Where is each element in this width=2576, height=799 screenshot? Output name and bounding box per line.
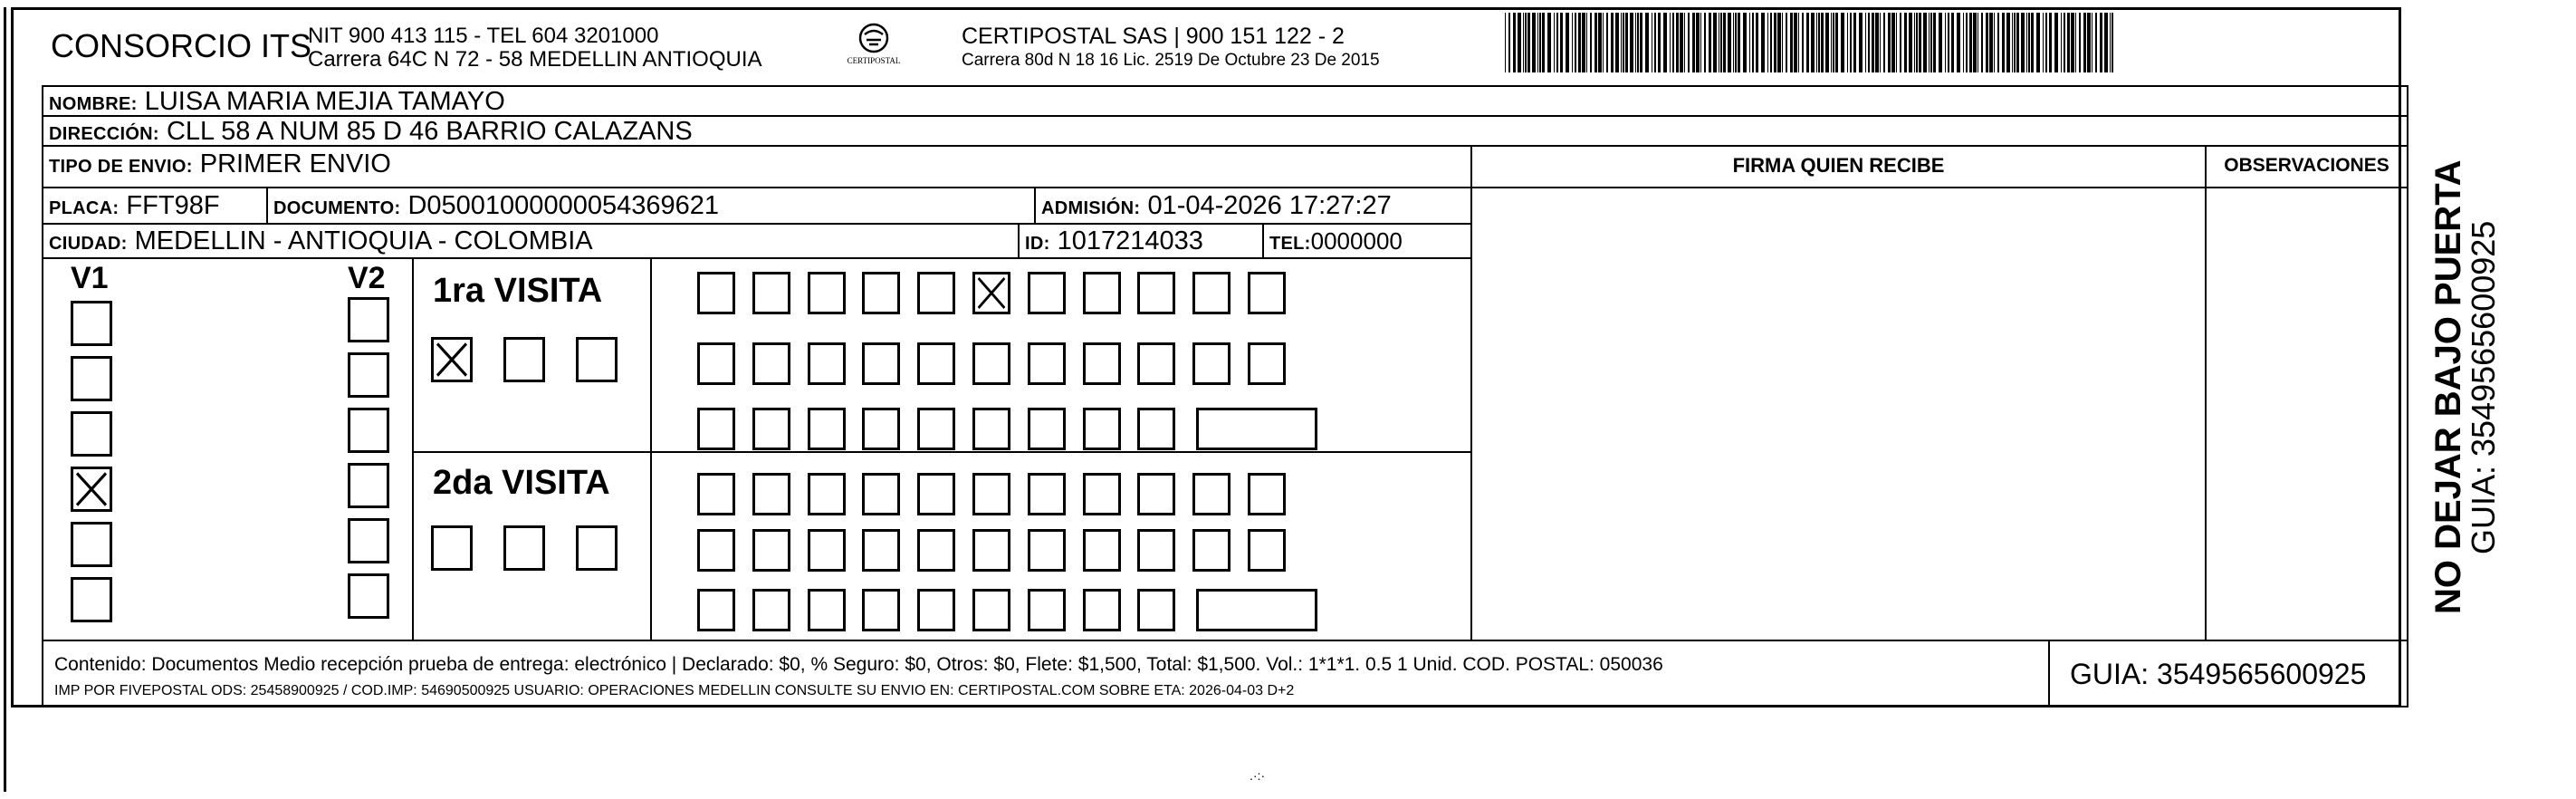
side-warning: NO DEJAR BAJO PUERTA: [2428, 159, 2468, 614]
barcode-bar: [1756, 13, 1758, 72]
barcode-bar: [1821, 13, 1824, 72]
barcode-bar: [1645, 13, 1649, 72]
barcode-bar: [2054, 13, 2058, 72]
barcode-bar: [1951, 13, 1954, 72]
day-box: [1028, 408, 1066, 450]
barcode-bar: [1798, 13, 1799, 72]
barcode-bar: [1818, 13, 1820, 72]
barcode-bar: [1532, 13, 1536, 72]
barcode-bar: [1909, 13, 1912, 72]
barcode-bar: [2021, 13, 2025, 72]
footer-guide: GUIA: 3549565600925: [2070, 658, 2367, 690]
barcode-bar: [1749, 13, 1750, 72]
barcode-bar: [1738, 13, 1740, 72]
day-box: [1192, 473, 1231, 515]
day-box: [697, 473, 735, 515]
city-label: CIUDAD:: [49, 234, 128, 254]
barcode-bar: [2012, 13, 2013, 72]
day-box: [752, 473, 790, 515]
barcode-bar: [2112, 13, 2113, 72]
admission-cell: [1034, 187, 1472, 225]
scan-speckle: .·:·: [1250, 768, 1266, 783]
certipostal-logo: [842, 20, 905, 74]
barcode-bar: [2036, 13, 2040, 72]
barcode-bar: [2006, 13, 2010, 72]
day-box: [1137, 589, 1175, 631]
barcode-bar: [2002, 13, 2005, 72]
barcode-bar: [1853, 13, 1856, 72]
barcode-bar: [1637, 13, 1639, 72]
barcode-bar: [1505, 13, 1506, 72]
document-cell: [266, 187, 1036, 225]
barcode-bar: [2016, 13, 2019, 72]
day-box: [862, 272, 900, 314]
barcode-bar: [1572, 13, 1573, 72]
recipient-name: LUISA MARIA MEJIA TAMAYO: [144, 87, 505, 116]
logo-text: CERTIPOSTAL: [847, 56, 901, 65]
barcode-bar: [2110, 13, 2111, 72]
barcode-bar: [1670, 13, 1671, 72]
barcode-bar: [1723, 13, 1726, 72]
barcode-bar: [1752, 13, 1754, 72]
day-box: [1137, 473, 1175, 515]
day-box: [1028, 589, 1066, 631]
barcode-bar: [1841, 13, 1844, 72]
barcode-bar: [2079, 13, 2081, 72]
barcode-bar: [1774, 13, 1776, 72]
day-box: [862, 589, 900, 631]
barcode-bar: [1594, 13, 1597, 72]
barcode-bar: [1684, 13, 1685, 72]
barcode-bar: [1831, 13, 1832, 72]
barcode-bar: [1782, 13, 1783, 72]
barcode-bar: [1786, 13, 1787, 72]
barcode-bar: [1672, 13, 1674, 72]
barcode-bar: [1525, 13, 1527, 72]
day-box: [972, 408, 1010, 450]
barcode-bar: [1929, 13, 1930, 72]
day-box: [1248, 342, 1286, 385]
barcode-bar: [2028, 13, 2030, 72]
barcode-bar: [2031, 13, 2034, 72]
barcode-bar: [1654, 13, 1656, 72]
v1-checkbox: [71, 411, 112, 457]
barcode-bar: [1802, 13, 1804, 72]
company-address: Carrera 64C N 72 - 58 MEDELLIN ANTIOQUIA: [308, 47, 762, 72]
day-box: [697, 529, 735, 572]
barcode-bar: [1542, 13, 1545, 72]
barcode-bar: [1977, 13, 1978, 72]
barcode-bar: [1761, 13, 1765, 72]
barcode-bar: [1997, 13, 1999, 72]
document-label: DOCUMENTO:: [273, 198, 401, 218]
time-box: [1196, 589, 1317, 631]
month-checkbox: [503, 525, 545, 571]
day-box: [1137, 342, 1175, 385]
barcode: [1505, 13, 2184, 72]
barcode-bar: [1518, 13, 1521, 72]
status-divider: [412, 257, 414, 641]
barcode-bar: [1554, 13, 1555, 72]
barcode-bar: [1896, 13, 1897, 72]
barcode-bar: [2095, 13, 2097, 72]
barcode-bar: [1625, 13, 1628, 72]
day-box: [972, 342, 1010, 385]
name-label: NOMBRE:: [49, 94, 138, 114]
barcode-bar: [1948, 13, 1949, 72]
barcode-bar: [1704, 13, 1706, 72]
observations-header: OBSERVACIONES: [2205, 145, 2408, 188]
day-box: [1248, 272, 1286, 314]
company-name: CONSORCIO ITS: [51, 27, 312, 64]
name-row: [42, 85, 2408, 117]
barcode-bar: [1880, 13, 1881, 72]
month-checkbox: [431, 525, 473, 571]
side-guide: GUIA: 3549565600925: [2465, 220, 2502, 554]
barcode-bar: [2075, 13, 2076, 72]
barcode-bar: [2067, 13, 2070, 72]
day-box: [697, 342, 735, 385]
v2-checkbox: [348, 573, 389, 619]
barcode-bar: [1630, 13, 1633, 72]
month-checkbox: [431, 337, 473, 382]
address-row: [42, 115, 2408, 147]
barcode-bar: [1696, 13, 1700, 72]
barcode-bar: [2083, 13, 2086, 72]
barcode-bar: [1816, 13, 1817, 72]
barcode-bar: [1923, 13, 1927, 72]
barcode-bar: [1989, 13, 1993, 72]
barcode-bar: [1806, 13, 1809, 72]
barcode-bar: [1635, 13, 1636, 72]
barcode-bar: [1658, 13, 1661, 72]
barcode-bar: [2043, 13, 2044, 72]
barcode-bar: [1981, 13, 1983, 72]
barcode-bar: [1728, 13, 1731, 72]
barcode-bar: [1539, 13, 1541, 72]
plate-label: PLACA:: [49, 198, 120, 218]
barcode-bar: [1767, 13, 1768, 72]
day-box: [917, 589, 955, 631]
barcode-bar: [1966, 13, 1968, 72]
barcode-bar: [1606, 13, 1608, 72]
barcode-bar: [1743, 13, 1747, 72]
day-box: [1137, 408, 1175, 450]
day-box: [862, 473, 900, 515]
day-box: [972, 473, 1010, 515]
barcode-bar: [1835, 13, 1838, 72]
shipping-type-label: TIPO DE ENVIO:: [49, 157, 193, 177]
barcode-bar: [1621, 13, 1622, 72]
v2-checkbox: [348, 463, 389, 508]
day-box: [1248, 473, 1286, 515]
day-box: [752, 342, 790, 385]
barcode-bar: [1733, 13, 1734, 72]
barcode-bar: [1513, 13, 1516, 72]
barcode-bar: [1523, 13, 1524, 72]
v1-checkbox: [71, 467, 112, 512]
barcode-bar: [2064, 13, 2065, 72]
day-box: [862, 342, 900, 385]
v2-checkbox: [348, 518, 389, 563]
barcode-bar: [1586, 13, 1587, 72]
v2-checkbox: [348, 297, 389, 342]
barcode-bar: [2061, 13, 2062, 72]
shipping-type: PRIMER ENVIO: [199, 149, 391, 178]
city-cell: [42, 223, 1020, 259]
barcode-bar: [2100, 13, 2102, 72]
barcode-bar: [1825, 13, 1829, 72]
barcode-bar: [2014, 13, 2016, 72]
barcode-bar: [1575, 13, 1576, 72]
barcode-bar: [1872, 13, 1874, 72]
barcode-bar: [1688, 13, 1690, 72]
signature-column: [1470, 145, 2207, 641]
visit-divider: [412, 451, 1472, 453]
v1-checkbox: [71, 356, 112, 401]
barcode-bar: [1883, 13, 1885, 72]
day-box: [1083, 272, 1121, 314]
barcode-bar: [1566, 13, 1569, 72]
barcode-bar: [1527, 13, 1530, 72]
day-box: [808, 529, 846, 572]
barcode-bar: [1957, 13, 1960, 72]
company-nit: NIT 900 413 115 - TEL 604 3201000: [308, 24, 659, 48]
carrier-line: CERTIPOSTAL SAS | 900 151 122 - 2: [962, 24, 1345, 49]
barcode-bar: [1973, 13, 1977, 72]
v1-checkbox: [71, 522, 112, 567]
barcode-bar: [1919, 13, 1921, 72]
day-box: [862, 529, 900, 572]
day-box: [808, 408, 846, 450]
document-value: D05001000000054369621: [407, 191, 719, 220]
barcode-bar: [1914, 13, 1915, 72]
barcode-bar: [2045, 13, 2047, 72]
barcode-bar: [1556, 13, 1558, 72]
barcode-bar: [1847, 13, 1848, 72]
month-checkbox: [503, 337, 545, 382]
barcode-bar: [1811, 13, 1815, 72]
day-box: [808, 589, 846, 631]
barcode-bar: [1709, 13, 1711, 72]
day-box: [752, 408, 790, 450]
barcode-bar: [1611, 13, 1614, 72]
day-box: [752, 529, 790, 572]
day-box: [972, 589, 1010, 631]
barcode-bar: [1930, 13, 1932, 72]
day-box: [917, 272, 955, 314]
visit2-title: 2da VISITA: [433, 464, 610, 502]
barcode-bar: [1859, 13, 1863, 72]
barcode-bar: [1833, 13, 1834, 72]
day-box: [752, 589, 790, 631]
day-box: [1192, 272, 1231, 314]
time-box: [1196, 408, 1317, 450]
barcode-bar: [1582, 13, 1585, 72]
barcode-bar: [1916, 13, 1918, 72]
barcode-bar: [1969, 13, 1972, 72]
tel-value: 0000000: [1310, 227, 1403, 255]
barcode-bar: [1933, 13, 1936, 72]
day-box: [1028, 529, 1066, 572]
barcode-bar: [1770, 13, 1772, 72]
address-label: DIRECCIÓN:: [49, 124, 159, 144]
barcode-bar: [1640, 13, 1642, 72]
barcode-bar: [1680, 13, 1683, 72]
day-box: [697, 408, 735, 450]
barcode-bar: [1868, 13, 1870, 72]
barcode-bar: [1560, 13, 1563, 72]
day-box: [917, 342, 955, 385]
plate-value: FFT98F: [126, 191, 220, 220]
barcode-bar: [2049, 13, 2052, 72]
footer-content-line: Contenido: Documentos Medio recepción prueba de entrega: electrónico | Declarado: $0, % Seguro: $0, Otros: $0, Flete: $1,500, Total: $1,500. Vol.: 1*1*1. 0.5 1 Unid. COD. POSTAL: 050036: [54, 654, 1663, 675]
plate-cell: [42, 187, 268, 225]
v1-heading: V1: [71, 261, 109, 295]
day-box: [1137, 529, 1175, 572]
day-box: [917, 408, 955, 450]
admission-value: 01-04-2026 17:27:27: [1147, 191, 1392, 220]
id-label: ID:: [1025, 234, 1050, 254]
day-box: [972, 529, 1010, 572]
barcode-bar: [1794, 13, 1797, 72]
barcode-bar: [1598, 13, 1602, 72]
barcode-bar: [1945, 13, 1946, 72]
barcode-bar: [1547, 13, 1551, 72]
v2-checkbox: [348, 352, 389, 398]
barcode-bar: [1900, 13, 1901, 72]
day-box: [752, 272, 790, 314]
barcode-bar: [1904, 13, 1907, 72]
month-checkbox: [576, 337, 618, 382]
barcode-bar: [1865, 13, 1866, 72]
visit1-title: 1ra VISITA: [433, 272, 603, 310]
day-box: [1028, 342, 1066, 385]
day-box: [1083, 473, 1121, 515]
barcode-bar: [1700, 13, 1701, 72]
left-border-line: [4, 7, 6, 792]
day-box: [1083, 408, 1121, 450]
barcode-bar: [2087, 13, 2091, 72]
barcode-bar: [1692, 13, 1695, 72]
city-value: MEDELLIN - ANTIOQUIA - COLOMBIA: [134, 226, 593, 255]
day-box: [697, 272, 735, 314]
day-box: [1192, 342, 1231, 385]
v1-checkbox: [71, 577, 112, 622]
barcode-bar: [1850, 13, 1852, 72]
day-box: [1083, 529, 1121, 572]
barcode-bar: [2071, 13, 2074, 72]
day-box: [1028, 272, 1066, 314]
barcode-bar: [2026, 13, 2027, 72]
day-box: [808, 272, 846, 314]
barcode-bar: [1720, 13, 1722, 72]
day-box: [862, 408, 900, 450]
tel-cell: [1262, 223, 1472, 259]
day-box: [972, 272, 1010, 314]
v2-checkbox: [348, 408, 389, 453]
barcode-bar: [1623, 13, 1624, 72]
day-box: [917, 473, 955, 515]
day-box: [808, 473, 846, 515]
barcode-bar: [1888, 13, 1891, 72]
shipping-row: [42, 145, 1472, 188]
day-box: [1248, 529, 1286, 572]
day-box: [1192, 529, 1231, 572]
day-box: [697, 589, 735, 631]
day-box: [1083, 589, 1121, 631]
barcode-bar: [1963, 13, 1964, 72]
id-value: 1017214033: [1057, 226, 1203, 255]
day-box: [917, 529, 955, 572]
month-checkbox: [576, 525, 618, 571]
barcode-bar: [1590, 13, 1592, 72]
day-box: [1083, 342, 1121, 385]
barcode-bar: [1891, 13, 1895, 72]
barcode-bar: [1994, 13, 1995, 72]
barcode-bar: [1875, 13, 1879, 72]
barcode-bar: [1508, 13, 1510, 72]
id-cell: [1018, 223, 1264, 259]
day-box: [1028, 473, 1066, 515]
barcode-bar: [1790, 13, 1793, 72]
barcode-bar: [1676, 13, 1679, 72]
barcode-bar: [1537, 13, 1538, 72]
barcode-bar: [1603, 13, 1604, 72]
v1-checkbox: [71, 301, 112, 346]
signature-header: FIRMA QUIEN RECIBE: [1470, 145, 2207, 188]
barcode-bar: [1578, 13, 1581, 72]
barcode-bar: [1735, 13, 1737, 72]
months-divider: [650, 257, 652, 641]
barcode-bar: [1777, 13, 1781, 72]
barcode-bar: [1986, 13, 1988, 72]
day-box: [1137, 272, 1175, 314]
barcode-bar: [1713, 13, 1717, 72]
v2-heading: V2: [348, 261, 386, 295]
admission-label: ADMISIÓN:: [1041, 198, 1141, 218]
carrier-address: Carrera 80d N 18 16 Lic. 2519 De Octubre 23 De 2015: [962, 51, 1380, 70]
barcode-bar: [1615, 13, 1619, 72]
recipient-address: CLL 58 A NUM 85 D 46 BARRIO CALAZANS: [166, 117, 693, 146]
observations-column: [2205, 145, 2408, 641]
day-box: [808, 342, 846, 385]
barcode-bar: [2104, 13, 2108, 72]
footer-print-line: IMP POR FIVEPOSTAL ODS: 25458900925 / COD.IMP: 54690500925 USUARIO: OPERACIONES MEDELLIN CONSULTE SU ENVIO EN: CERTIPOSTAL.COM SOBRE ETA: 2026-04-03 D+2: [54, 683, 1295, 698]
barcode-bar: [1663, 13, 1667, 72]
tel-label: TEL:: [1269, 234, 1311, 254]
barcode-bar: [1939, 13, 1942, 72]
